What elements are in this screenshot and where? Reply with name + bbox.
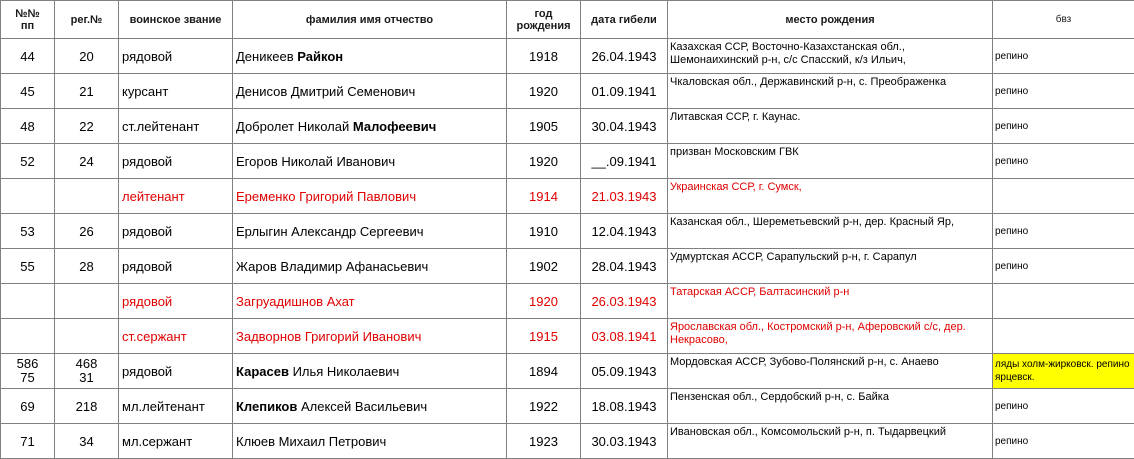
burial-site: ляды холм-жирковск. репино ярцевск. <box>993 354 1134 389</box>
header-num: №№ пп <box>1 1 55 39</box>
header-year: год рождения <box>507 1 581 39</box>
death-date: 05.09.1943 <box>581 354 668 389</box>
row-number: 53 <box>1 214 55 249</box>
row-number: 55 <box>1 249 55 284</box>
full-name <box>233 144 507 179</box>
registration-number: 22 <box>55 109 119 144</box>
registration-number <box>55 319 119 354</box>
death-date: 26.03.1943 <box>581 284 668 319</box>
surname-bold: Карасев <box>236 364 289 379</box>
full-name <box>233 249 507 284</box>
header-rank: воинское звание <box>119 1 233 39</box>
full-name <box>233 109 507 144</box>
row-number: 586 75 <box>1 354 55 389</box>
birth-year: 1920 <box>507 284 581 319</box>
table-row[interactable] <box>1 144 1134 179</box>
death-date: 21.03.1943 <box>581 179 668 214</box>
death-date: 28.04.1943 <box>581 249 668 284</box>
full-name <box>233 39 507 74</box>
header-row <box>1 1 1134 39</box>
registration-number <box>55 284 119 319</box>
burial-site: репино <box>993 144 1134 179</box>
surname-bold: Клепиков <box>236 399 297 414</box>
burial-site: репино <box>993 424 1134 459</box>
table-row[interactable] <box>1 179 1134 214</box>
row-number <box>1 179 55 214</box>
registration-number: 28 <box>55 249 119 284</box>
name-part: Алексей Васильевич <box>297 399 427 414</box>
row-number: 44 <box>1 39 55 74</box>
death-date: 30.03.1943 <box>581 424 668 459</box>
row-number <box>1 284 55 319</box>
birthplace: Ивановская обл., Комсомольский р-н, п. Тыдарвецкий <box>668 424 993 459</box>
birthplace: Пензенская обл., Сердобский р-н, с. Байка <box>668 389 993 424</box>
full-name <box>233 74 507 109</box>
death-date: 12.04.1943 <box>581 214 668 249</box>
military-rank: рядовой <box>119 144 233 179</box>
table-row[interactable] <box>1 214 1134 249</box>
birth-year: 1914 <box>507 179 581 214</box>
registration-number: 20 <box>55 39 119 74</box>
row-number <box>1 319 55 354</box>
birth-year: 1905 <box>507 109 581 144</box>
name-part: Еременко Григорий Павлович <box>236 189 416 204</box>
name-part: Добролет Николай <box>236 119 353 134</box>
name-part: Клюев Михаил Петрович <box>236 434 386 449</box>
death-date: 18.08.1943 <box>581 389 668 424</box>
full-name <box>233 389 507 424</box>
table-row[interactable] <box>1 389 1134 424</box>
full-name <box>233 424 507 459</box>
birthplace: Литавская ССР, г. Каунас. <box>668 109 993 144</box>
burial-site: репино <box>993 109 1134 144</box>
name-part: Денисов Дмитрий Семенович <box>236 84 415 99</box>
row-number: 45 <box>1 74 55 109</box>
birthplace: Казанская обл., Шереметьевский р-н, дер. Красный Яр, <box>668 214 993 249</box>
birth-year: 1923 <box>507 424 581 459</box>
birthplace: Чкаловская обл., Державинский р-н, с. Преображенка <box>668 74 993 109</box>
registration-number: 21 <box>55 74 119 109</box>
birth-year: 1918 <box>507 39 581 74</box>
birthplace: Мордовская АССР, Зубово-Полянский р-н, с. Анаево <box>668 354 993 389</box>
table-row[interactable] <box>1 249 1134 284</box>
name-part: Задворнов Григорий Иванович <box>236 329 421 344</box>
table-row[interactable] <box>1 284 1134 319</box>
table-row[interactable] <box>1 354 1134 389</box>
death-date: 01.09.1941 <box>581 74 668 109</box>
name-part: Загруадишнов Ахат <box>236 294 355 309</box>
full-name <box>233 319 507 354</box>
full-name <box>233 354 507 389</box>
header-place: место рождения <box>668 1 993 39</box>
row-number: 48 <box>1 109 55 144</box>
birthplace: Казахская ССР, Восточно-Казахстанская обл., Шемонаихинский р-н, с/с Спасский, к/з Ильич, <box>668 39 993 74</box>
military-rank: мл.лейтенант <box>119 389 233 424</box>
name-part: Жаров Владимир Афанасьевич <box>236 259 428 274</box>
header-bvz: бвз <box>993 1 1134 39</box>
full-name <box>233 214 507 249</box>
row-number: 71 <box>1 424 55 459</box>
table-row[interactable] <box>1 109 1134 144</box>
table-row[interactable] <box>1 424 1134 459</box>
header-death: дата гибели <box>581 1 668 39</box>
table-row[interactable] <box>1 319 1134 354</box>
burial-site: репино <box>993 249 1134 284</box>
birth-year: 1922 <box>507 389 581 424</box>
death-date: 30.04.1943 <box>581 109 668 144</box>
birthplace: призван Московским ГВК <box>668 144 993 179</box>
birth-year: 1920 <box>507 144 581 179</box>
burial-site: репино <box>993 214 1134 249</box>
birth-year: 1902 <box>507 249 581 284</box>
burial-site: репино <box>993 74 1134 109</box>
registration-number: 26 <box>55 214 119 249</box>
row-number: 52 <box>1 144 55 179</box>
full-name <box>233 284 507 319</box>
birth-year: 1920 <box>507 74 581 109</box>
surname-bold: Малофеевич <box>353 119 436 134</box>
burial-site <box>993 319 1134 354</box>
birthplace: Украинская ССР, г. Сумск, <box>668 179 993 214</box>
surname-bold: Райкон <box>297 49 343 64</box>
military-rank: лейтенант <box>119 179 233 214</box>
burial-site <box>993 179 1134 214</box>
birthplace: Ярославская обл., Костромский р-н, Аферовский с/с, дер. Некрасово, <box>668 319 993 354</box>
military-rank: рядовой <box>119 284 233 319</box>
military-rank: мл.сержант <box>119 424 233 459</box>
registration-number: 34 <box>55 424 119 459</box>
death-date: __.09.1941 <box>581 144 668 179</box>
military-rank: ст.лейтенант <box>119 109 233 144</box>
name-part: Деникеев <box>236 49 297 64</box>
registration-number <box>55 179 119 214</box>
military-rank: рядовой <box>119 354 233 389</box>
name-part: Илья Николаевич <box>289 364 399 379</box>
burial-site: репино <box>993 39 1134 74</box>
registration-number: 468 31 <box>55 354 119 389</box>
birthplace: Удмуртская АССР, Сарапульский р-н, г. Сарапул <box>668 249 993 284</box>
table-row[interactable] <box>1 39 1134 74</box>
name-part: Ерлыгин Александр Сергеевич <box>236 224 424 239</box>
name-part: Егоров Николай Иванович <box>236 154 395 169</box>
military-rank: курсант <box>119 74 233 109</box>
death-date: 03.08.1941 <box>581 319 668 354</box>
burial-site: репино <box>993 389 1134 424</box>
death-date: 26.04.1943 <box>581 39 668 74</box>
table-row[interactable] <box>1 74 1134 109</box>
row-number: 69 <box>1 389 55 424</box>
burial-site <box>993 284 1134 319</box>
military-rank: ст.сержант <box>119 319 233 354</box>
registration-number: 24 <box>55 144 119 179</box>
birth-year: 1910 <box>507 214 581 249</box>
birthplace: Татарская АССР, Балтасинский р-н <box>668 284 993 319</box>
header-name: фамилия имя отчество <box>233 1 507 39</box>
military-rank: рядовой <box>119 249 233 284</box>
full-name <box>233 179 507 214</box>
military-rank: рядовой <box>119 39 233 74</box>
military-rank: рядовой <box>119 214 233 249</box>
birth-year: 1894 <box>507 354 581 389</box>
registration-number: 218 <box>55 389 119 424</box>
birth-year: 1915 <box>507 319 581 354</box>
header-reg: рег.№ <box>55 1 119 39</box>
